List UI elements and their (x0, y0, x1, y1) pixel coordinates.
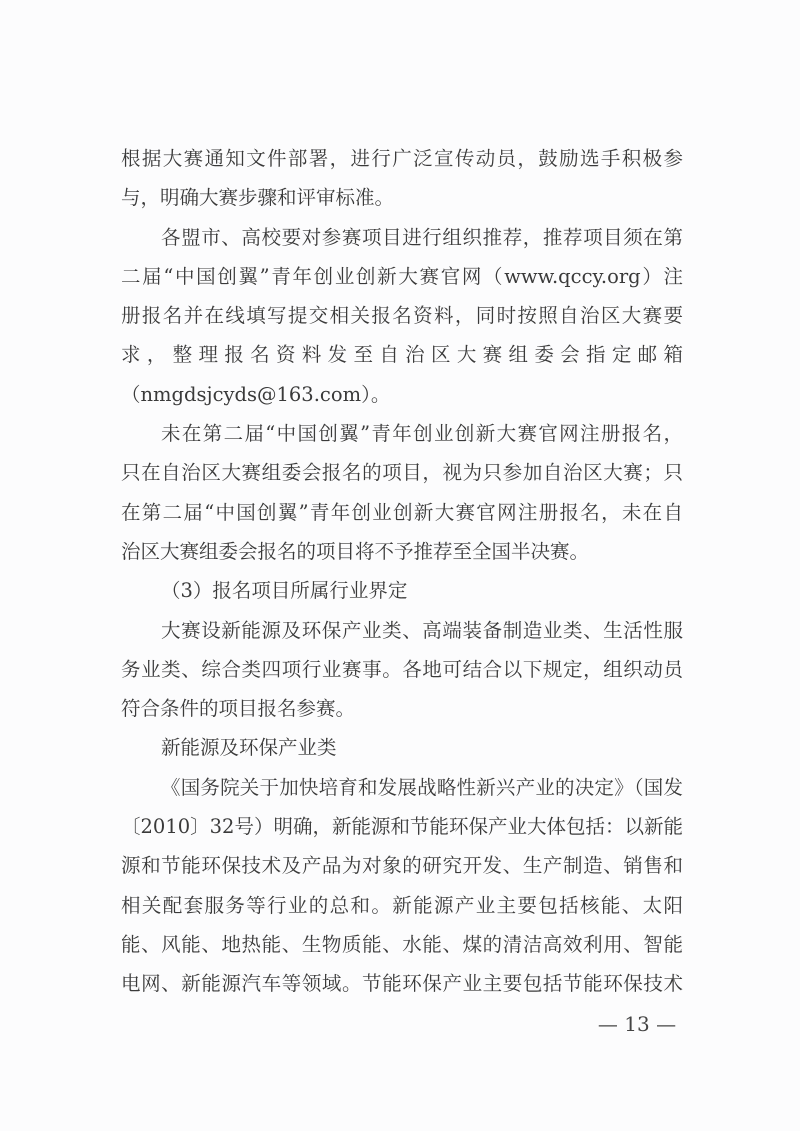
text-line: 〔2010〕32号）明确，新能源和节能环保产业大体包括：以新能 (121, 815, 683, 839)
text-line: 二届“中国创翼”青年创业创新大赛官网（www.qccy.org）注 (121, 264, 683, 288)
text-line: 源和节能环保技术及产品为对象的研究开发、生产制造、销售和 (121, 854, 683, 878)
text-line: 《国务院关于加快培育和发展战略性新兴产业的决定》（国发 (161, 775, 683, 799)
subsection-heading: 新能源及环保产业类 (161, 736, 337, 760)
text-line: 相关配套服务等行业的总和。新能源产业主要包括核能、太阳 (121, 893, 683, 917)
text-line: 根据大赛通知文件部署，进行广泛宣传动员，鼓励选手积极参 (121, 147, 683, 170)
document-body (121, 139, 683, 1004)
text-line: （nmgdsjcyds@163.com）。 (121, 382, 391, 406)
text-line: 与，明确大赛步骤和评审标准。 (121, 186, 395, 210)
page-number: — 13 — (597, 1012, 677, 1036)
text-line: 符合条件的项目报名参赛。 (121, 697, 356, 721)
text-line: 电网、新能源汽车等领域。节能环保产业主要包括节能环保技术 (121, 972, 683, 996)
text-line: 未在第二届“中国创翼”青年创业创新大赛官网注册报名， (161, 422, 683, 446)
text-line: 册报名并在线填写提交相关报名资料，同时按照自治区大赛要 (121, 304, 683, 328)
text-line: 治区大赛组委会报名的项目将不予推荐至全国半决赛。 (121, 539, 590, 563)
text-line: 各盟市、高校要对参赛项目进行组织推荐，推荐项目须在第 (161, 225, 683, 249)
text-line: 大赛设新能源及环保产业类、高端装备制造业类、生活性服 (161, 618, 683, 642)
text-line: 务业类、综合类四项行业赛事。各地可结合以下规定，组织动员 (121, 657, 683, 681)
text-line: 在第二届“中国创翼”青年创业创新大赛官网注册报名，未在自 (121, 500, 683, 524)
text-line: 只在自治区大赛组委会报名的项目，视为只参加自治区大赛；只 (121, 461, 683, 485)
text-line: 求，整理报名资料发至自治区大赛组委会指定邮箱 (121, 343, 683, 367)
text-line: 能、风能、地热能、生物质能、水能、煤的清洁高效利用、智能 (121, 932, 683, 956)
section-heading: （3）报名项目所属行业界定 (161, 579, 408, 603)
